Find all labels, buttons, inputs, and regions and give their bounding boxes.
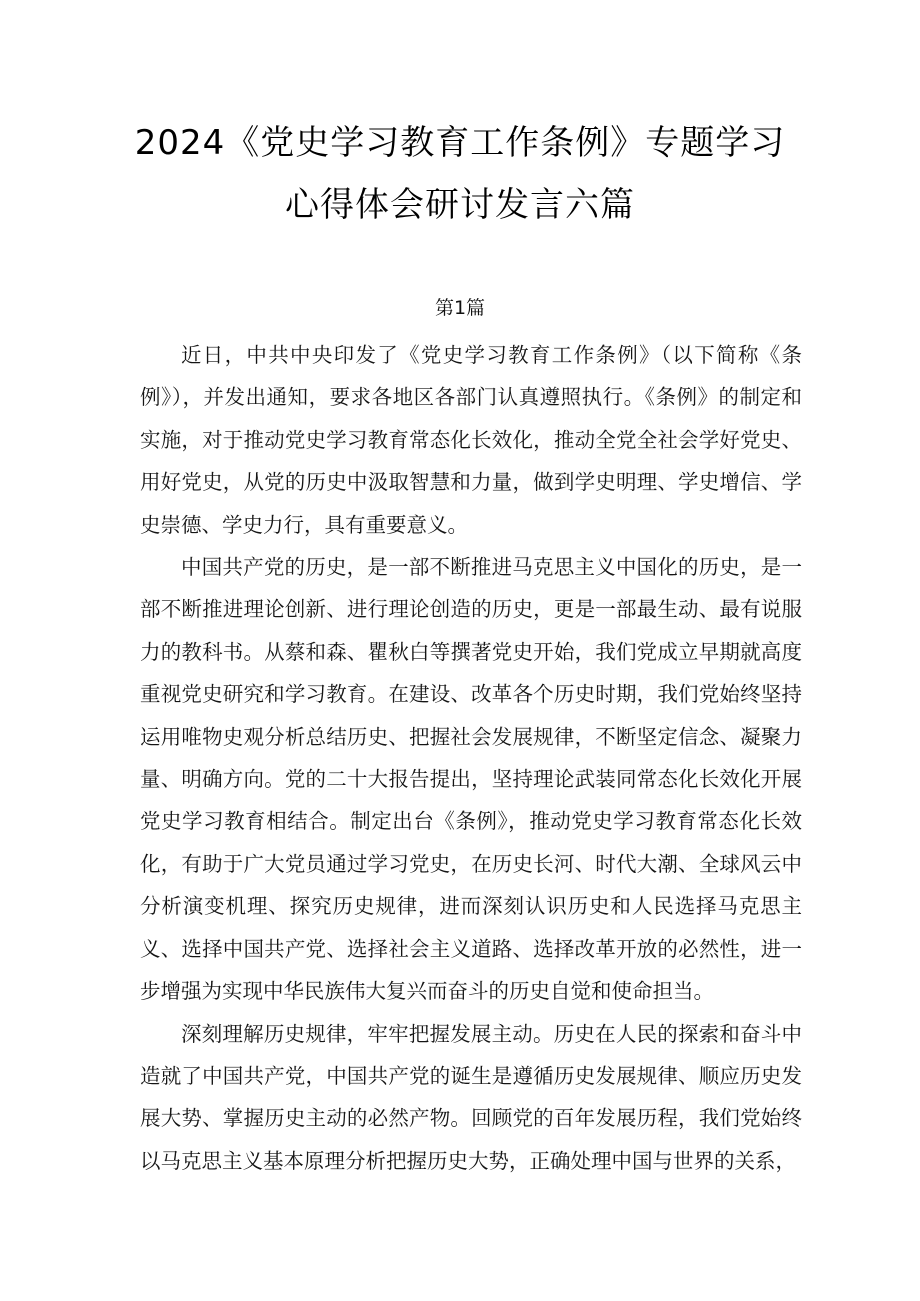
title-line-2: 心得体会研讨发言六篇 bbox=[285, 185, 635, 225]
paragraph-3: 深刻理解历史规律，牢牢把握发展主动。历史在人民的探索和奋斗中造就了中国共产党，中国共产党的诞生是遵循历史发展规律、顺应历史发展大势、掌握历史主动的必然产物。回顾党的百年发展历程，我们党始终以马克思主义基本原理分析把握历史大势，正确处理中国与世界的关系， bbox=[140, 1021, 802, 1173]
section-heading: 第1篇 bbox=[434, 297, 486, 319]
paragraph-1: 近日，中共中央印发了《党史学习教育工作条例》（以下简称《条例》），并发出通知，要求各地区各部门认真遵照执行。《条例》的制定和实施，对于推动党史学习教育常态化长效化，推动全党全社会学好党史、用好党史，从党的历史中汲取智慧和力量，做到学史明理、学史增信、学史崇德、学史力行，具有重要意义。 bbox=[140, 343, 802, 537]
document-title bbox=[120, 112, 800, 236]
title-line-1: 2024《党史学习教育工作条例》专题学习 bbox=[134, 123, 786, 163]
document-body bbox=[140, 334, 802, 1182]
paragraph-2: 中国共产党的历史，是一部不断推进马克思主义中国化的历史，是一部不断推进理论创新、进行理论创造的历史，更是一部最生动、最有说服力的教科书。从蔡和森、瞿秋白等撰著党史开始，我们党成立早期就高度重视党史研究和学习教育。在建设、改革各个历史时期，我们党始终坚持运用唯物史观分析总结历史、把握社会发展规律，不断坚定信念、凝聚力量、明确方向。党的二十大报告提出，坚持理论武装同常态化长效化开展党史学习教育相结合。制定出台《条例》，推动党史学习教育常态化长效化，有助于广大党员通过学习党史，在历史长河、时代大潮、全球风云中分析演变机理、探究历史规律，进而深刻认识历史和人民选择马克思主义、选择中国共产党、选择社会主义道路、选择改革开放的必然性，进一步增强为实现中华民族伟大复兴而奋斗的历史自觉和使命担当。 bbox=[140, 555, 802, 1004]
